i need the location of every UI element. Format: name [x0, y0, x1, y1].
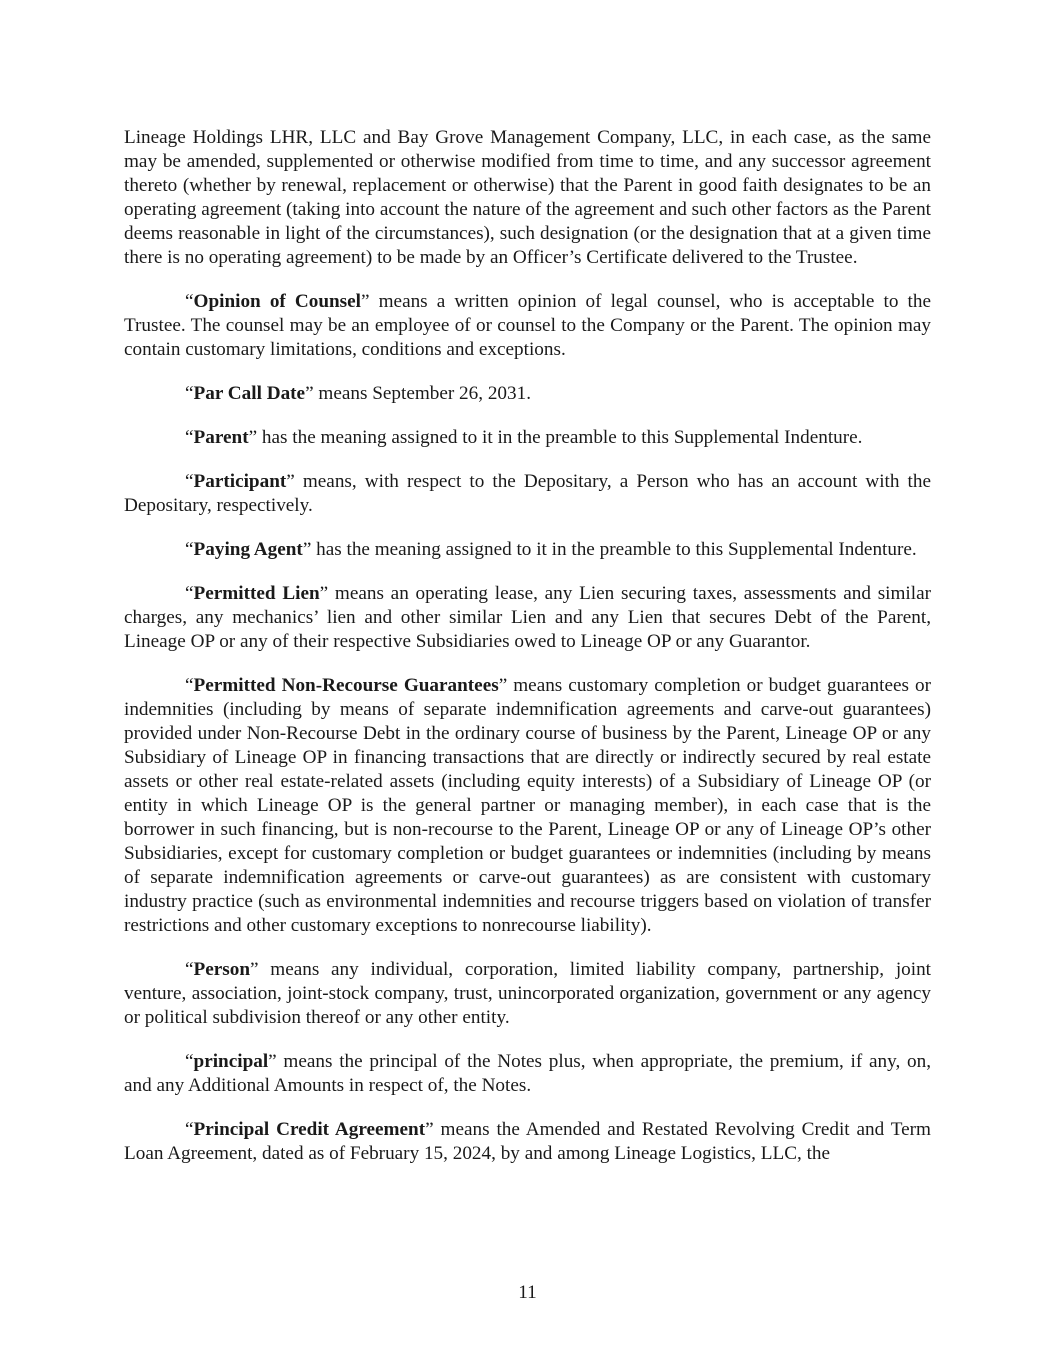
defined-term: principal — [193, 1051, 269, 1072]
definition-text: ” means the principal of the Notes plus, when appropriate, the premium, if any, on, and any Additional Amounts in respect of, the Notes. — [124, 1051, 931, 1096]
defined-term: Paying Agent — [193, 539, 303, 560]
definition-principal: “principal” means the principal of the Notes plus, when appropriate, the premium, if any, on, and any Additional Amounts in respect of, the Notes. — [124, 1051, 931, 1096]
definition-paying-agent: “Paying Agent” has the meaning assigned to it in the preamble to this Supplemental Indenture. — [185, 539, 917, 560]
definition-text: ” means any individual, corporation, limited liability company, partnership, joint venture, association, joint-stock company, trust, unincorporated organization, government or any agency or political subdivision thereof or any other entity. — [124, 959, 931, 1028]
defined-term: Principal Credit Agreement — [193, 1119, 426, 1140]
continuation-paragraph: Lineage Holdings LHR, LLC and Bay Grove Management Company, LLC, in each case, as the same may be amended, supplemented or otherwise modified from time to time, and any successor agreement thereto (whether by renewal, replacement or otherwise) that the Parent in good faith designates to be an operating agreement (taking into account the nature of the agreement and such other factors as the Parent deems reasonable in light of the circumstances), such designation (or the designation that at a given time there is no operating agreement) to be made by an Officer’s Certificate delivered to the Trustee. — [124, 127, 931, 268]
definition-person: “Person” means any individual, corporation, limited liability company, partnership, joint venture, association, joint-stock company, trust, unincorporated organization, government or any agency or political subdivision thereof or any other entity. — [124, 959, 931, 1028]
defined-term: Person — [193, 959, 251, 980]
definition-text: ” has the meaning assigned to it in the preamble to this Supplemental Indenture. — [248, 427, 863, 448]
defined-term: Parent — [193, 427, 249, 448]
defined-term: Par Call Date — [193, 383, 306, 404]
definition-principal-credit-agreement: “Principal Credit Agreement” means the Amended and Restated Revolving Credit and Term Loan Agreement, dated as of February 15, 2024, by and among Lineage Logistics, LLC, the — [124, 1119, 931, 1164]
defined-term: Opinion of Counsel — [193, 291, 362, 312]
definition-text: ” means, with respect to the Depositary, a Person who has an account with the Depositary, respectively. — [124, 471, 931, 516]
definition-text: ” means customary completion or budget guarantees or indemnities (including by means of separate indemnification agreements and carve-out guarantees) provided under Non-Recourse Debt in the ordinary course of business by the Parent, Lineage OP or any Subsidiary of Lineage OP in financing transactions that are directly or indirectly secured by real estate assets or other real estate-related assets (including equity interests) of a Subsidiary of Lineage OP (or entity in which Lineage OP is the general partner or managing member), in each case that is the borrower in such financing, but is non-recourse to the Parent, Lineage OP or any of Lineage OP’s other Subsidiaries, except for customary completion or budget guarantees or indemnities (including by means of separate indemnification agreements or carve-out guarantees) as are consistent with customary industry practice (such as environmental indemnities and recourse triggers based on violation of transfer restrictions and other customary exceptions to nonrecourse liability). — [124, 675, 931, 936]
definition-text: ” means a written opinion of legal counsel, who is acceptable to the Trustee. The counsel may be an employee of or counsel to the Company or the Parent. The opinion may contain customary limitations, conditions and exceptions. — [124, 291, 931, 360]
definition-opinion-of-counsel: “Opinion of Counsel” means a written opinion of legal counsel, who is acceptable to the Trustee. The counsel may be an employee of or counsel to the Company or the Parent. The opinion may contain customary limitations, conditions and exceptions. — [124, 291, 931, 360]
definition-participant: “Participant” means, with respect to the Depositary, a Person who has an account with the Depositary, respectively. — [124, 471, 931, 516]
definition-text: ” means September 26, 2031. — [305, 383, 532, 404]
definition-par-call-date: “Par Call Date” means September 26, 2031. — [185, 383, 532, 404]
definition-permitted-lien: “Permitted Lien” means an operating lease, any Lien securing taxes, assessments and similar charges, any mechanics’ lien and other similar Lien and any Lien that secures Debt of the Parent, Lineage OP or any of their respective Subsidiaries owed to Lineage OP or any Guarantor. — [124, 583, 931, 652]
definition-text: ” has the meaning assigned to it in the preamble to this Supplemental Indenture. — [302, 539, 917, 560]
definition-parent: “Parent” has the meaning assigned to it in the preamble to this Supplemental Indenture. — [185, 427, 863, 448]
definition-text: ” means an operating lease, any Lien securing taxes, assessments and similar charges, any mechanics’ lien and other similar Lien and any Lien that secures Debt of the Parent, Lineage OP or any of their respective Subsidiaries owed to Lineage OP or any Guarantor. — [124, 583, 931, 652]
definition-text: ” means the Amended and Restated Revolving Credit and Term Loan Agreement, dated as of February 15, 2024, by and among Lineage Logistics, LLC, the — [124, 1119, 931, 1164]
document-page — [124, 126, 931, 1186]
defined-term: Participant — [193, 471, 287, 492]
page-number: 11 — [518, 1282, 537, 1303]
defined-term: Permitted Non-Recourse Guarantees — [193, 675, 499, 696]
defined-term: Permitted Lien — [193, 583, 320, 604]
definition-permitted-non-recourse-guarantees: “Permitted Non-Recourse Guarantees” means customary completion or budget guarantees or indemnities (including by means of separate indemnification agreements and carve-out guarantees) provided under Non-Recourse Debt in the ordinary course of business by the Parent, Lineage OP or any Subsidiary of Lineage OP in financing transactions that are directly or indirectly secured by real estate assets or other real estate-related assets (including equity interests) of a Subsidiary of Lineage OP (or entity in which Lineage OP is the general partner or managing member), in each case that is the borrower in such financing, but is non-recourse to the Parent, Lineage OP or any of Lineage OP’s other Subsidiaries, except for customary completion or budget guarantees or indemnities (including by means of separate indemnification agreements or carve-out guarantees) as are consistent with customary industry practice (such as environmental indemnities and recourse triggers based on violation of transfer restrictions and other customary exceptions to nonrecourse liability). — [124, 675, 931, 936]
